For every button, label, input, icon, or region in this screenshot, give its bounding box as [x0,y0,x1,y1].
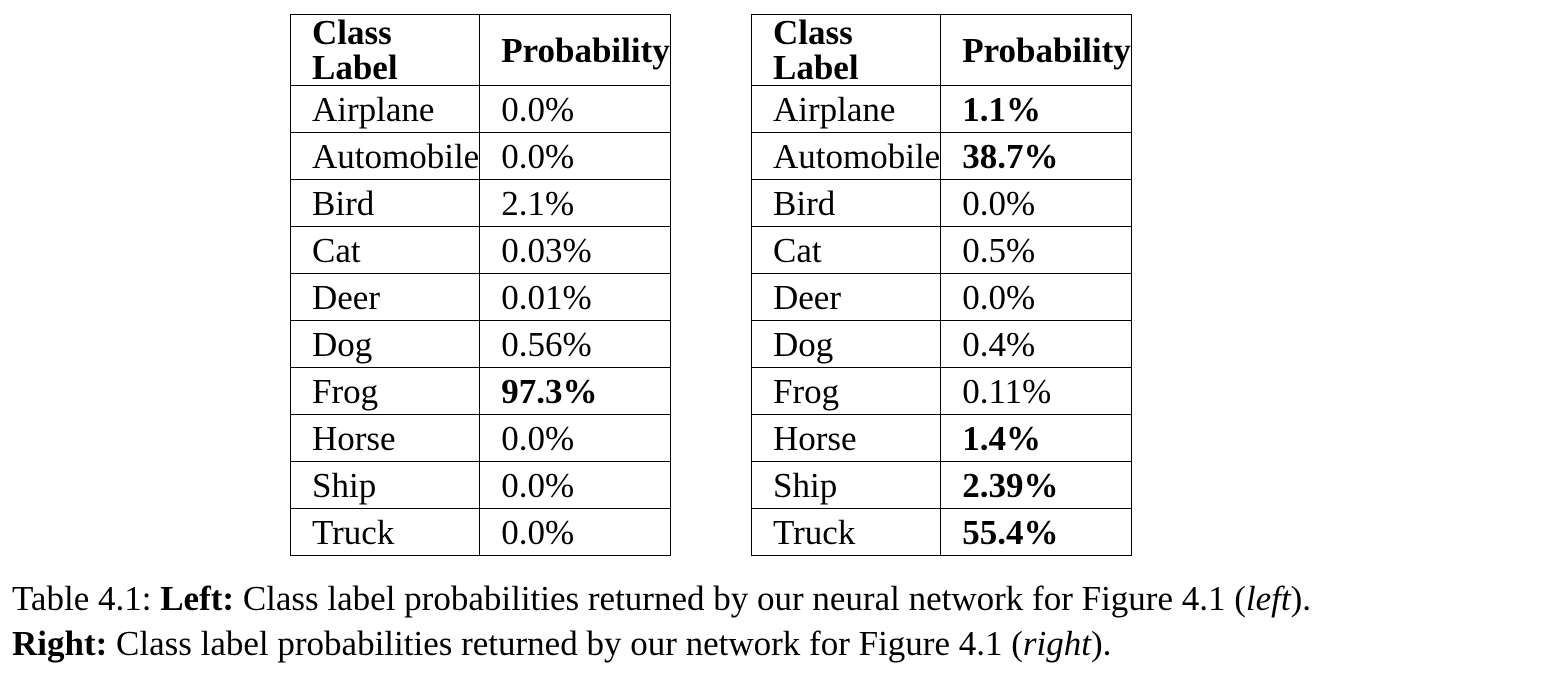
caption-left-ref: left [1245,579,1291,618]
class-label-cell: Airplane [752,86,941,133]
caption-right-label: Right: [12,624,108,663]
caption-right-text: Class label probabilities returned by our network for Figure 4.1 ( [107,624,1023,663]
table-row [291,180,671,227]
class-label-cell: Ship [752,462,941,509]
class-label-cell: Truck [752,509,941,556]
right-probability-table [751,14,1132,556]
probability-cell: 0.01% [480,274,671,321]
probability-cell: 0.0% [480,415,671,462]
probability-cell: 0.0% [480,462,671,509]
table-row [291,274,671,321]
table-row [291,462,671,509]
table-header-row [752,15,1132,86]
table-row [752,462,1132,509]
probability-cell: 0.0% [941,274,1132,321]
caption-left-label: Left: [160,579,235,618]
class-label-cell: Automobile [752,133,941,180]
probability-cell: 0.0% [480,509,671,556]
class-label-cell: Frog [752,368,941,415]
caption-right-end: ). [1090,624,1112,663]
table-row [752,86,1132,133]
table-row [752,133,1132,180]
table-row [752,180,1132,227]
caption-line-1 [12,576,1512,621]
class-label-cell: Deer [291,274,480,321]
column-header-class-label: Class Label [752,15,941,86]
table-row [291,509,671,556]
probability-cell: 0.4% [941,321,1132,368]
class-label-cell: Truck [291,509,480,556]
class-label-cell: Airplane [291,86,480,133]
class-label-cell: Horse [291,415,480,462]
caption-right-ref: right [1022,624,1091,663]
probability-cell: 0.0% [941,180,1132,227]
probability-cell: 38.7% [941,133,1132,180]
probability-cell: 1.1% [941,86,1132,133]
class-label-cell: Horse [752,415,941,462]
table-row [291,133,671,180]
column-header-class-label: Class Label [291,15,480,86]
table-row [752,368,1132,415]
left-table-body [291,86,671,556]
table-row [752,227,1132,274]
probability-cell: 0.56% [480,321,671,368]
class-label-cell: Dog [291,321,480,368]
probability-cell: 97.3% [480,368,671,415]
probability-cell: 55.4% [941,509,1132,556]
class-label-cell: Deer [752,274,941,321]
caption-table-number: Table 4.1: [12,579,161,618]
probability-cell: 0.03% [480,227,671,274]
caption-line-2 [12,621,1512,666]
class-label-cell: Cat [291,227,480,274]
table-row [291,86,671,133]
class-label-cell: Ship [291,462,480,509]
caption-left-end: ). [1290,579,1312,618]
table-row [291,368,671,415]
table-row [291,415,671,462]
probability-cell: 2.39% [941,462,1132,509]
left-probability-table [290,14,671,556]
probability-cell: 2.1% [480,180,671,227]
class-label-cell: Cat [752,227,941,274]
probability-cell: 1.4% [941,415,1132,462]
column-header-probability: Probability [480,15,671,86]
probability-cell: 0.11% [941,368,1132,415]
class-label-cell: Bird [752,180,941,227]
table-header-row [291,15,671,86]
table-row [752,321,1132,368]
probability-cell: 0.0% [480,86,671,133]
probability-cell: 0.5% [941,227,1132,274]
class-label-cell: Frog [291,368,480,415]
right-table-body [752,86,1132,556]
class-label-cell: Automobile [291,133,480,180]
class-label-cell: Bird [291,180,480,227]
class-label-cell: Dog [752,321,941,368]
table-row [291,227,671,274]
caption-left-text: Class label probabilities returned by our neural network for Figure 4.1 ( [234,579,1246,618]
probability-cell: 0.0% [480,133,671,180]
table-row [752,274,1132,321]
column-header-probability: Probability [941,15,1132,86]
table-row [752,415,1132,462]
table-caption [12,576,1512,666]
table-row [752,509,1132,556]
table-row [291,321,671,368]
